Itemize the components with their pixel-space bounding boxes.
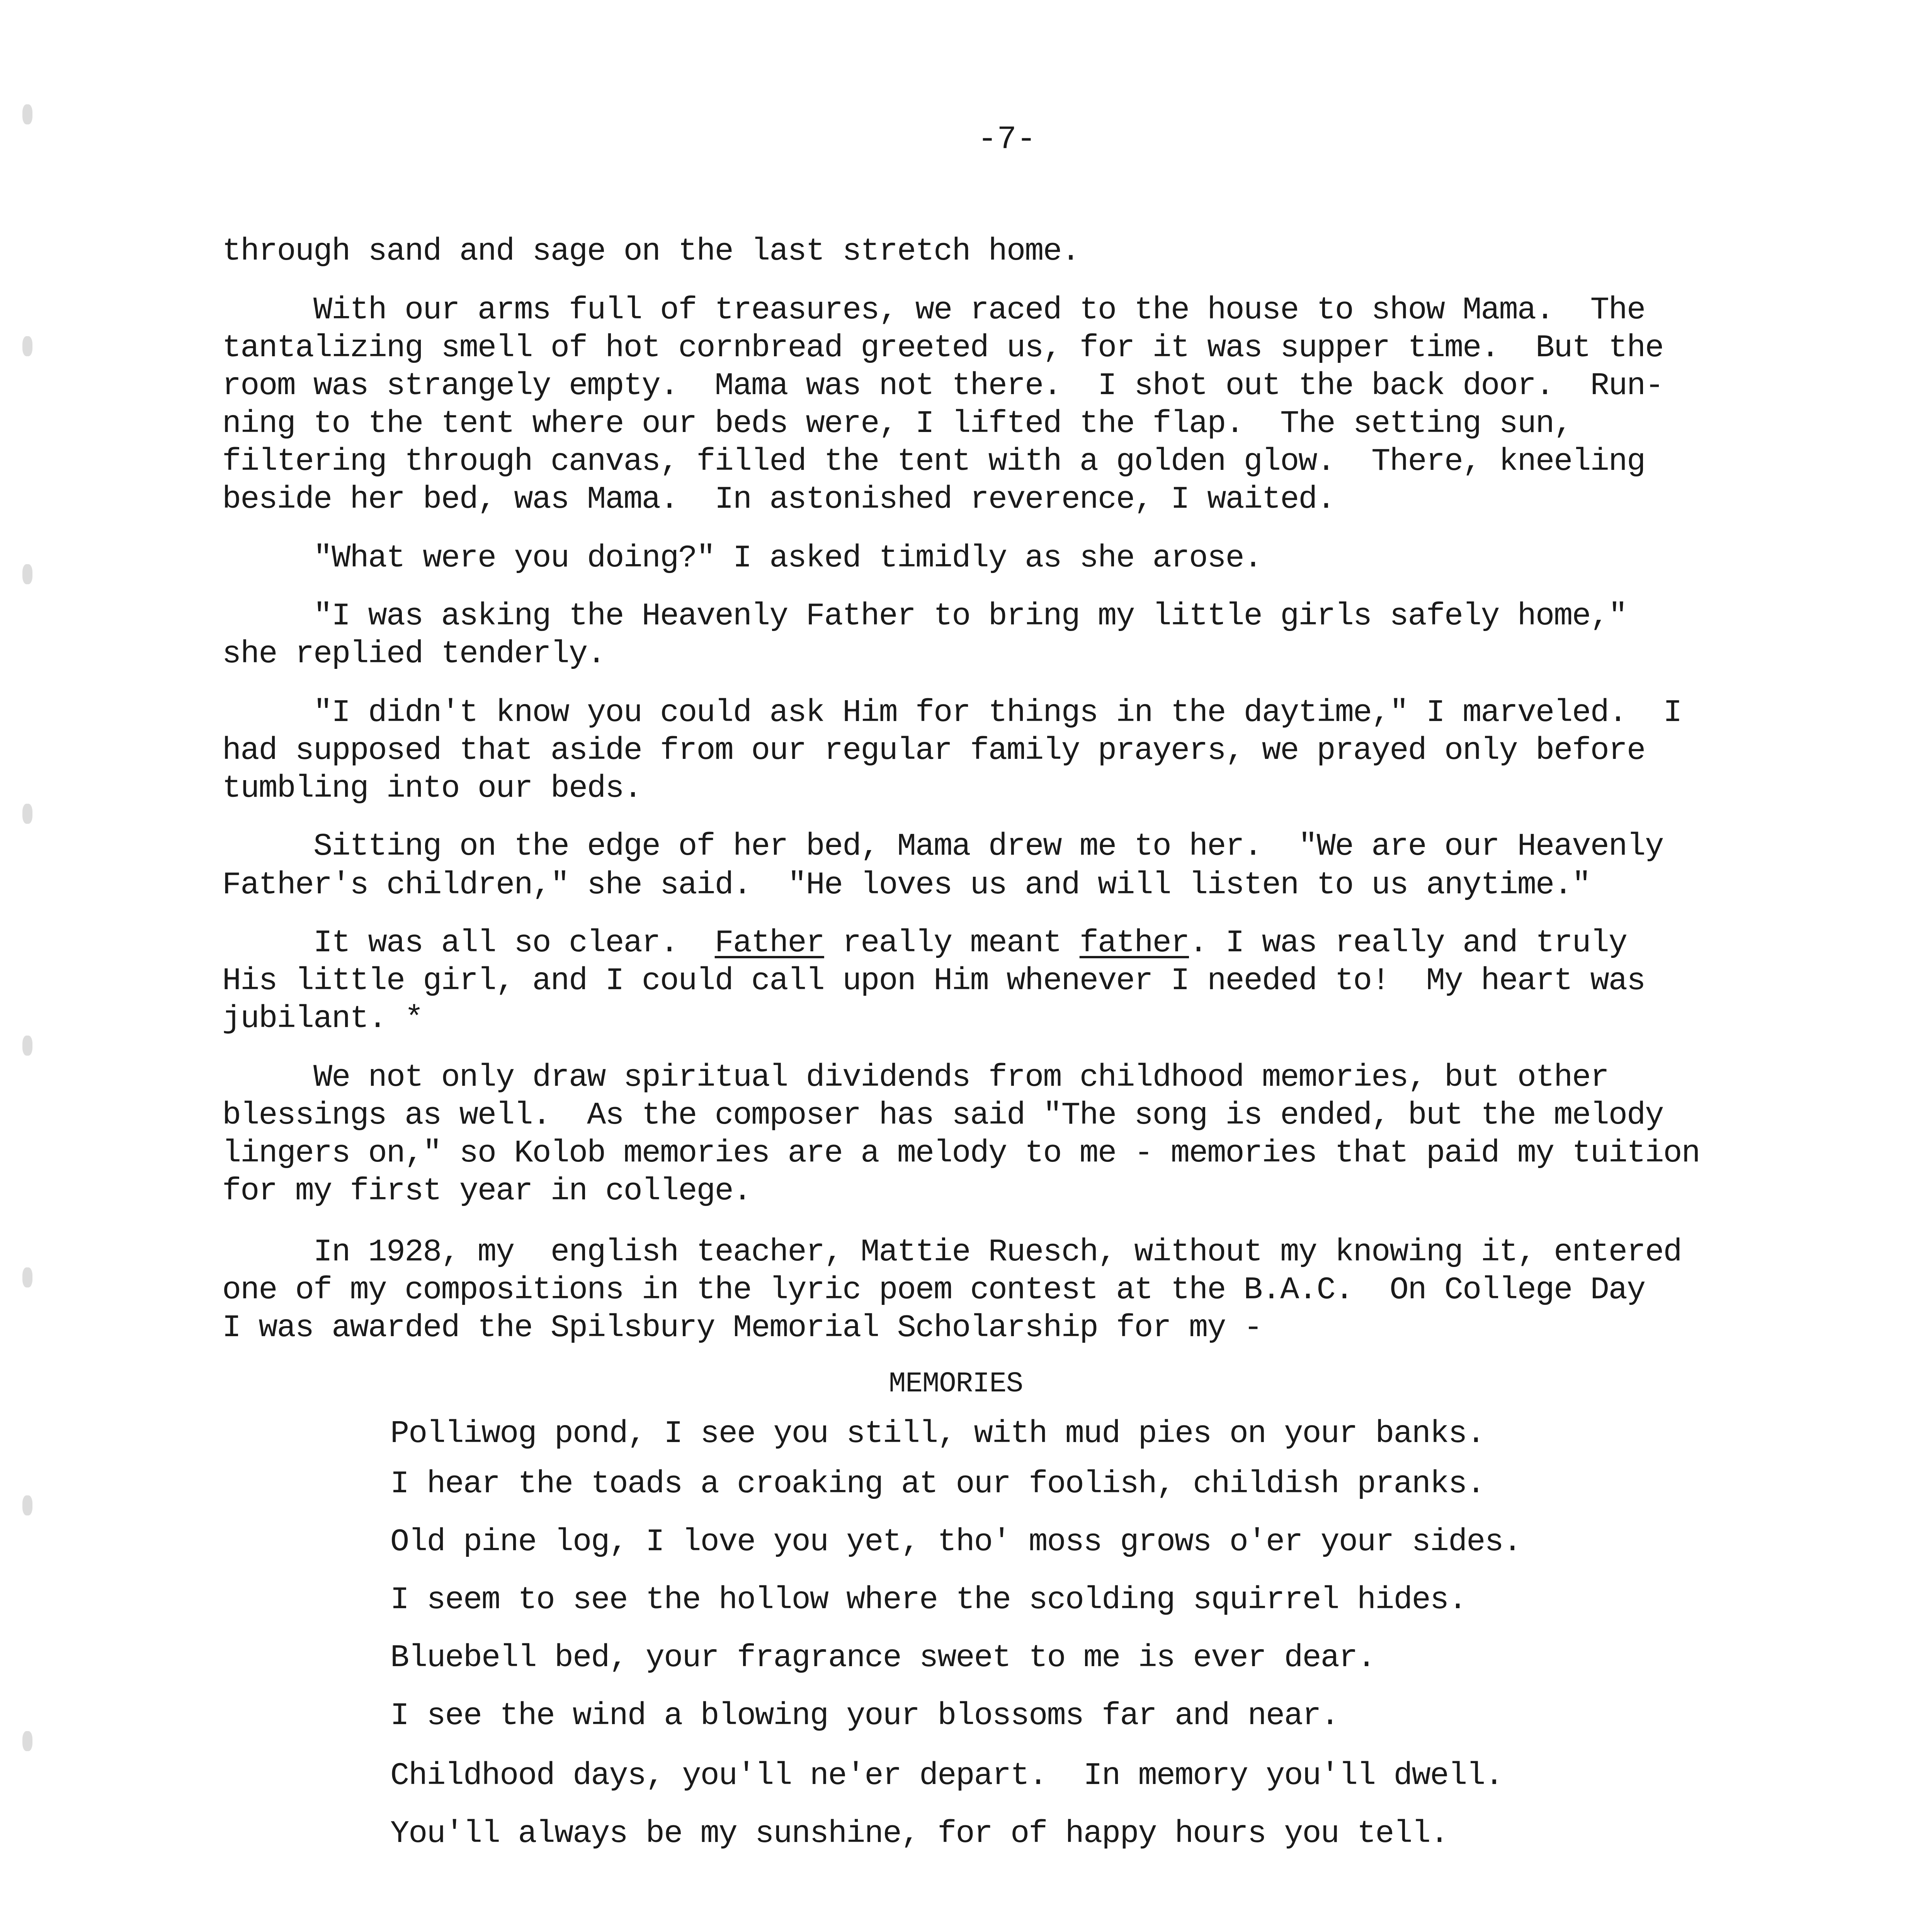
text-line: "I was asking the Heavenly Father to bring my little girls safely home," xyxy=(222,598,1627,634)
text-line: one of my compositions in the lyric poem contest at the B.A.C. On College Day xyxy=(222,1272,1645,1308)
binder-hole xyxy=(22,564,32,584)
text-line: ning to the tent where our beds were, I lifted the flap. The setting sun, xyxy=(222,406,1572,442)
text-fragment: It was all so clear. xyxy=(222,925,715,961)
poem-line: I hear the toads a croaking at our foolish, childish pranks. xyxy=(390,1466,1485,1502)
poem-line: I seem to see the hollow where the scolding squirrel hides. xyxy=(390,1582,1467,1618)
underlined-word-father: Father xyxy=(714,925,824,961)
binder-hole xyxy=(22,1495,32,1515)
poem-line: Old pine log, I love you yet, tho' moss grows o'er your sides. xyxy=(390,1524,1521,1560)
poem-line: Polliwog pond, I see you still, with mud pies on your banks. xyxy=(390,1416,1485,1452)
text-line: We not only draw spiritual dividends from childhood memories, but other xyxy=(222,1060,1609,1095)
text-line: Sitting on the edge of her bed, Mama drew me to her. "We are our Heavenly xyxy=(222,828,1663,864)
text-line: jubilant. * xyxy=(222,1001,423,1037)
text-line-clear xyxy=(222,927,1627,959)
text-line: I was awarded the Spilsbury Memorial Scholarship for my - xyxy=(222,1310,1262,1346)
text-line: through sand and sage on the last stretch home. xyxy=(222,233,1080,269)
text-line: In 1928, my english teacher, Mattie Ruesch, without my knowing it, entered xyxy=(222,1234,1682,1270)
text-line: she replied tenderly. xyxy=(222,636,605,672)
poem-title: MEMORIES xyxy=(889,1368,1023,1400)
text-line: tantalizing smell of hot cornbread greeted us, for it was supper time. But the xyxy=(222,330,1663,366)
text-fragment: really meant xyxy=(824,925,1080,961)
underlined-word-father-lower: father xyxy=(1079,925,1189,961)
poem-line: Childhood days, you'll ne'er depart. In memory you'll dwell. xyxy=(390,1758,1503,1794)
binder-hole xyxy=(22,336,32,356)
text-line: for my first year in college. xyxy=(222,1173,752,1209)
text-fragment: . I was really and truly xyxy=(1189,925,1627,961)
text-line: tumbling into our beds. xyxy=(222,770,642,806)
text-line: His little girl, and I could call upon Him whenever I needed to! My heart was xyxy=(222,963,1645,999)
binder-hole xyxy=(22,104,32,124)
text-line: blessings as well. As the composer has said "The song is ended, but the melody xyxy=(222,1097,1663,1133)
poem-line: Bluebell bed, your fragrance sweet to me is ever dear. xyxy=(390,1640,1376,1676)
text-line: Father's children," she said. "He loves us and will listen to us anytime." xyxy=(222,867,1590,903)
text-line: room was strangely empty. Mama was not there. I shot out the back door. Run- xyxy=(222,368,1663,404)
binder-hole xyxy=(22,1731,32,1751)
text-line: "What were you doing?" I asked timidly as she arose. xyxy=(222,540,1262,576)
text-line: "I didn't know you could ask Him for things in the daytime," I marveled. I xyxy=(222,695,1682,731)
page-number: -7- xyxy=(978,121,1036,158)
binder-hole xyxy=(22,804,32,824)
text-line: had supposed that aside from our regular family prayers, we prayed only before xyxy=(222,733,1645,769)
binder-hole xyxy=(22,1036,32,1056)
poem-line: You'll always be my sunshine, for of happy hours you tell. xyxy=(390,1816,1449,1852)
text-line: lingers on," so Kolob memories are a melody to me - memories that paid my tuition xyxy=(222,1135,1700,1171)
text-line: beside her bed, was Mama. In astonished reverence, I waited. xyxy=(222,481,1335,517)
binder-hole xyxy=(22,1267,32,1287)
text-line: filtering through canvas, filled the tent with a golden glow. There, kneeling xyxy=(222,444,1645,480)
text-line: With our arms full of treasures, we raced to the house to show Mama. The xyxy=(222,292,1645,328)
poem-line: I see the wind a blowing your blossoms far and near. xyxy=(390,1698,1339,1734)
